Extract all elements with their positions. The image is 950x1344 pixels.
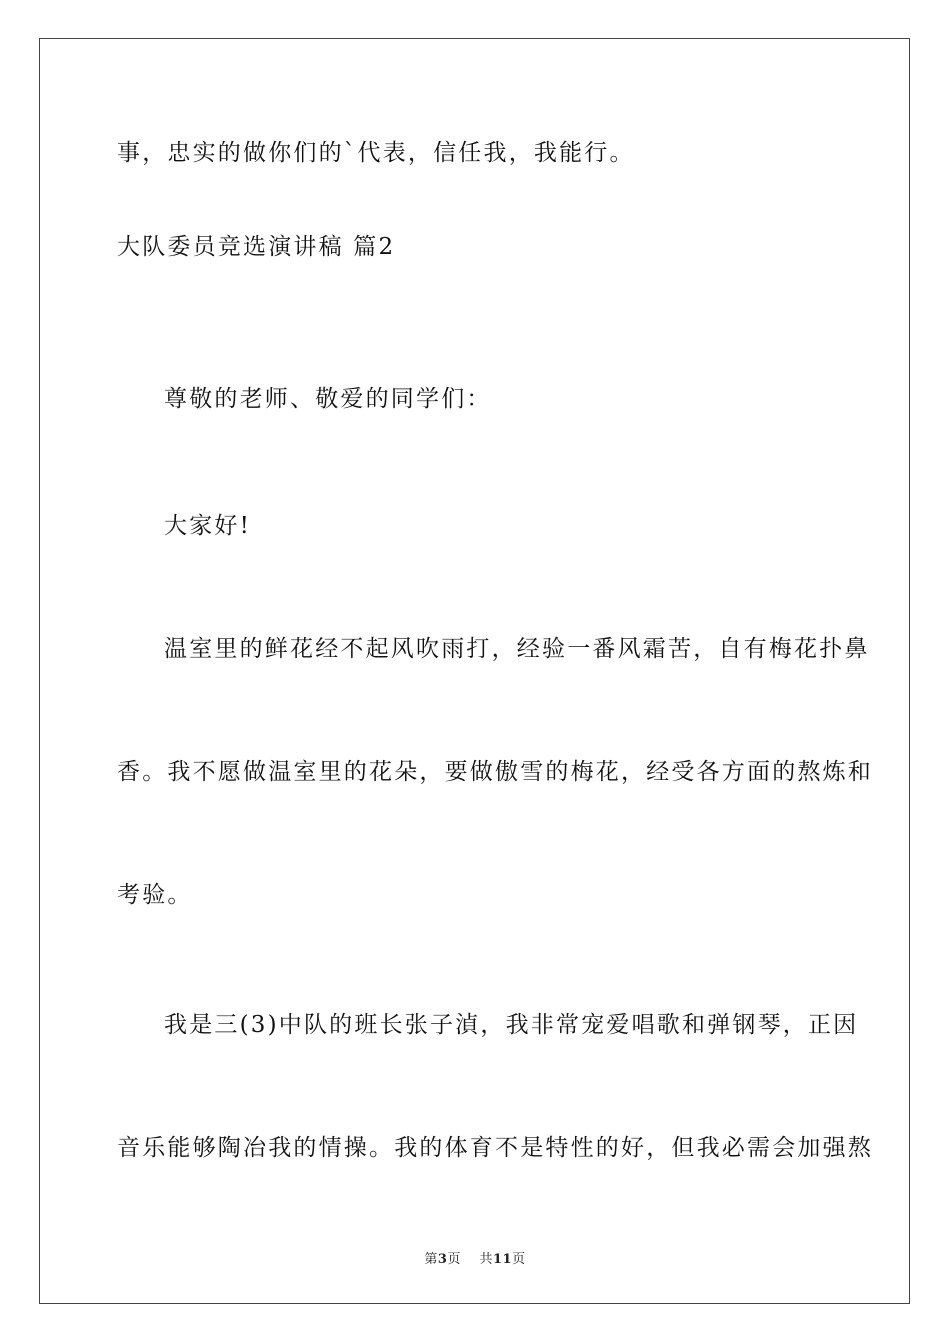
page-frame bbox=[39, 38, 910, 1304]
paragraph-1-line-1: 温室里的鲜花经不起风吹雨打，经验一番风霜苦，自有梅花扑鼻 bbox=[164, 636, 870, 662]
paragraph-2-line-2: 音乐能够陶冶我的情操。我的体育不是特性的好，但我必需会加强熬 bbox=[117, 1135, 873, 1161]
paragraph-2-line-1: 我是三(3)中队的班长张子湞，我非常宠爱唱歌和弹钢琴，正因 bbox=[164, 1012, 859, 1038]
body-line-continuation: 事，忠实的做你们的`代表，信任我，我能行。 bbox=[117, 140, 635, 166]
total-label-suffix: 页 bbox=[512, 1252, 526, 1267]
total-pages-number: 11 bbox=[493, 1252, 513, 1267]
greeting: 大家好! bbox=[164, 513, 252, 539]
page-footer bbox=[0, 1248, 950, 1267]
paragraph-1-line-2: 香。我不愿做温室里的花朵，要做傲雪的梅花，经受各方面的熬炼和 bbox=[117, 759, 873, 785]
section-heading: 大队委员竞选演讲稿 篇2 bbox=[117, 234, 396, 260]
current-page-number: 3 bbox=[437, 1252, 448, 1267]
paragraph-1-line-3: 考验。 bbox=[117, 882, 193, 908]
salutation: 尊敬的老师、敬爱的同学们： bbox=[164, 386, 492, 412]
page-label-prefix: 第 bbox=[424, 1252, 438, 1267]
total-label-prefix: 共 bbox=[479, 1252, 493, 1267]
page-label-suffix: 页 bbox=[447, 1252, 461, 1267]
